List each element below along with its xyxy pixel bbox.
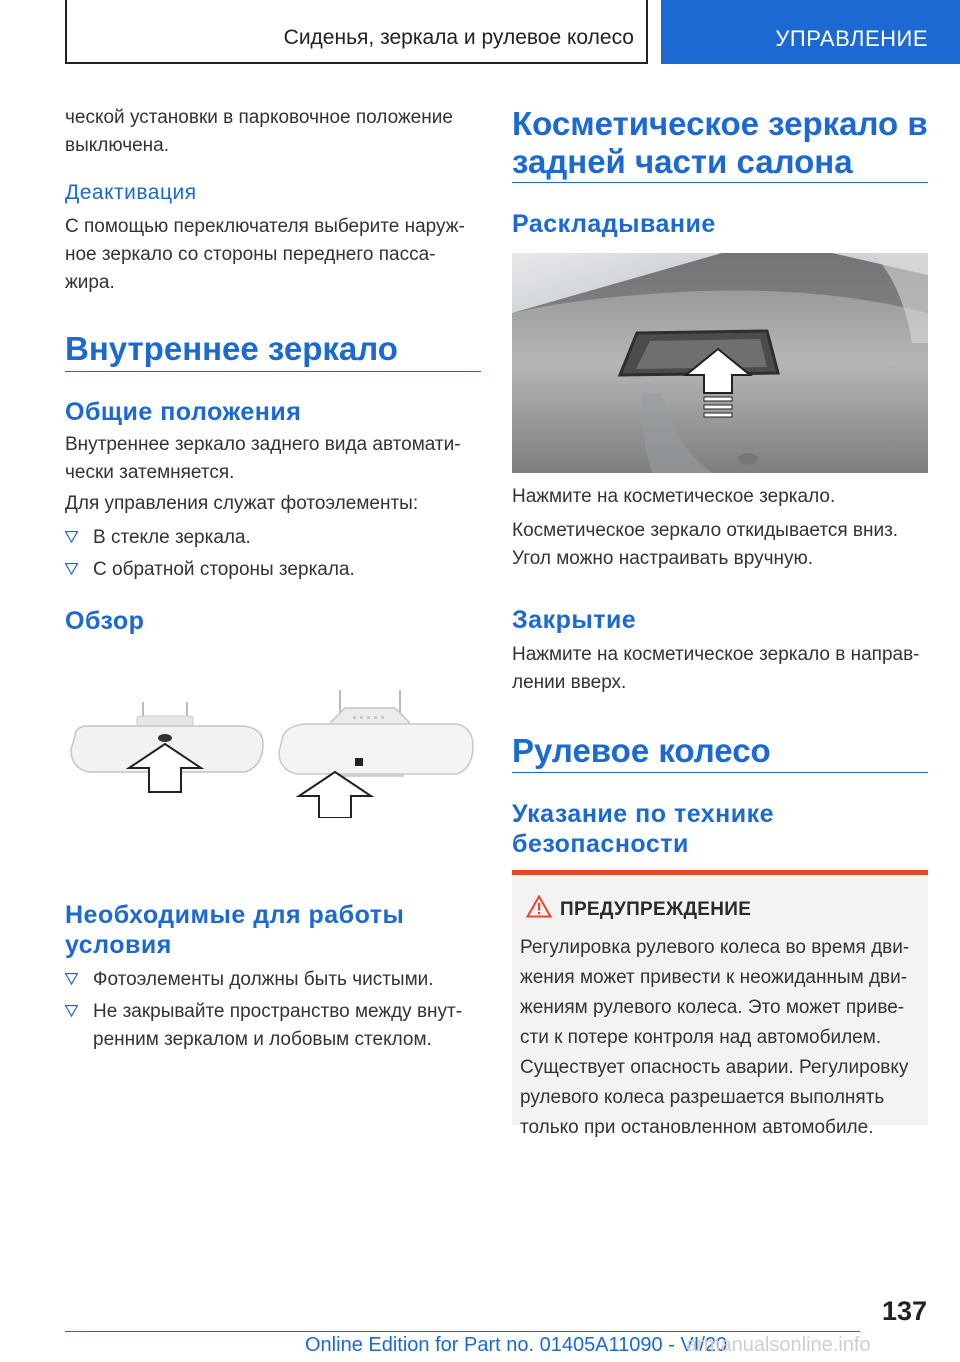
unfold-text-1: Нажмите на косметическое зеркало. <box>512 486 836 507</box>
intro-line-2: выключена. <box>65 135 169 156</box>
warning-text-line: жениям рулевого колеса. Это может приве- <box>520 997 905 1018</box>
deactivation-line-2: ное зеркало со стороны переднего пасса- <box>65 244 436 265</box>
footer-edition: Online Edition for Part no. 01405A11090 - VI/20 <box>305 1334 728 1356</box>
safety-heading-line-1: Указание по технике <box>512 800 775 828</box>
header-section-label: Сиденья, зеркала и рулевое колесо <box>283 26 634 49</box>
vanity-mirror-photo <box>512 253 928 473</box>
photo-elements-intro: Для управления служат фотоэлементы: <box>65 493 419 514</box>
conditions-heading-line-1: Необходимые для работы <box>65 901 405 929</box>
header-chapter-tab[interactable] <box>661 0 960 64</box>
deactivation-line-3: жира. <box>65 272 115 293</box>
warning-text-line: жения может привести к неожиданным дви- <box>520 967 908 988</box>
unfold-heading: Раскладывание <box>512 210 716 238</box>
warning-text-line: Регулировка рулевого колеса во время дви- <box>520 937 910 958</box>
warning-text <box>520 933 909 1143</box>
warning-label: ПРЕДУПРЕЖДЕНИЕ <box>560 899 752 920</box>
vanity-mirror-heading-line-2: задней части салона <box>512 143 853 180</box>
general-line-1: Внутреннее зеркало заднего вида автомати- <box>65 434 461 455</box>
footer-rule <box>65 1331 860 1332</box>
list-item-text: Не закрывайте пространство между внут- <box>93 1001 463 1022</box>
header-chapter-label: УПРАВЛЕНИЕ <box>775 26 928 51</box>
header-section-title <box>65 0 648 64</box>
vanity-mirror-rule <box>512 182 928 183</box>
footer-watermark: armanualsonline.info <box>686 1334 871 1356</box>
bullet-triangle-icon <box>65 531 78 543</box>
intro-line-1: ческой установки в парковочное положение <box>65 107 453 128</box>
bullet-triangle-icon <box>65 1005 78 1017</box>
close-line-1: Нажмите на косметическое зеркало в направ- <box>512 644 920 665</box>
inner-mirror-illustration <box>65 688 481 818</box>
deactivation-line-1: С помощью переключателя выберите наруж- <box>65 216 465 237</box>
close-line-2: лении вверх. <box>512 672 627 693</box>
general-line-2: чески затемняется. <box>65 462 235 483</box>
inner-mirror-heading: Внутреннее зеркало <box>65 330 398 367</box>
conditions-heading-line-2: условия <box>65 931 172 959</box>
warning-text-line: Существует опасность аварии. Регулировку <box>520 1057 909 1078</box>
deactivation-heading: Деактивация <box>65 181 197 204</box>
list-item-text: С обратной стороны зеркала. <box>93 559 355 580</box>
close-heading: Закрытие <box>512 606 637 634</box>
warning-text-line: только при остановленном автомобиле. <box>520 1117 874 1138</box>
safety-heading-line-2: безопасности <box>512 830 689 858</box>
list-item-text: Фотоэлементы должны быть чистыми. <box>93 969 434 990</box>
list-item-text: ренним зеркалом и лобовым стеклом. <box>93 1029 432 1050</box>
unfold-text-2-line-1: Косметическое зеркало откидывается вниз. <box>512 520 899 541</box>
list-item <box>65 966 481 994</box>
warning-text-line: рулевого колеса разрешается выполнять <box>520 1087 885 1108</box>
steering-wheel-heading: Рулевое колесо <box>512 732 771 769</box>
bullet-triangle-icon <box>65 563 78 575</box>
list-item <box>65 998 481 1054</box>
list-item-text: В стекле зеркала. <box>93 527 251 548</box>
vanity-mirror-heading-line-1: Косметическое зеркало в <box>512 105 928 142</box>
steering-wheel-rule <box>512 772 928 773</box>
list-item <box>65 524 481 552</box>
overview-heading: Обзор <box>65 607 145 635</box>
inner-mirror-rule <box>65 371 481 372</box>
list-item <box>65 556 481 584</box>
general-heading: Общие положения <box>65 398 302 426</box>
page-number: 137 <box>881 1296 927 1326</box>
warning-text-line: сти к потере контроля над автомобилем. <box>520 1027 882 1048</box>
bullet-triangle-icon <box>65 973 78 985</box>
unfold-text-2-line-2: Угол можно настраивать вручную. <box>512 548 813 569</box>
warning-box <box>512 870 928 1138</box>
warning-triangle-icon <box>526 895 552 918</box>
